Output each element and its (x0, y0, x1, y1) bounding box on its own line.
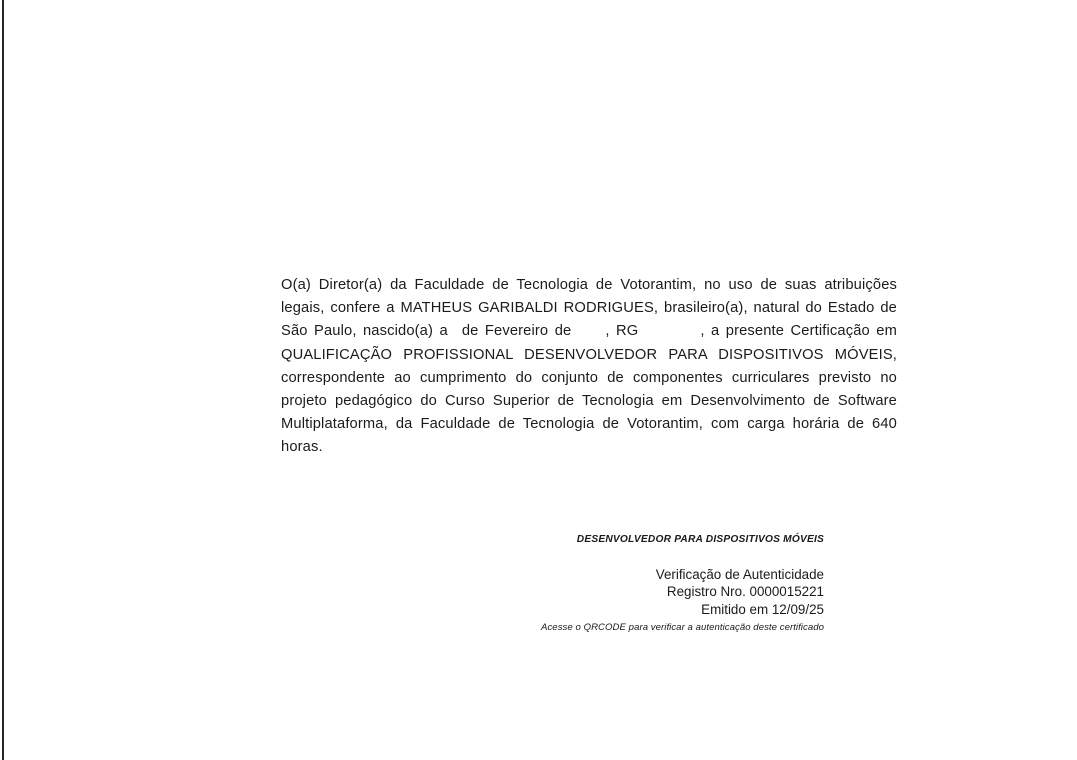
verification-heading: Verificação de Autenticidade (655, 567, 824, 582)
redacted-birth-day (448, 321, 462, 336)
certificate-paragraph (281, 274, 897, 483)
qrcode-instruction-note: Acesse o QRCODE para verificar a autenticação deste certificado (541, 622, 824, 634)
redacted-birth-year (571, 321, 605, 336)
certificate-body-text (281, 274, 897, 483)
verification-footer (420, 533, 824, 634)
certificate-text-segment-4: , a presente Certificação em QUALIFICAÇÃO PROFISSIONAL DESENVOLVEDOR PARA DISPOSITIVOS MÓVEIS, correspondente ao cumprimento do conjunto de componentes curriculares previsto no projeto pedagógico do Curso Superior de Tecnologia em Desenvolvimento de Software Multiplataforma, da Faculdade de Tecnologia de Votorantim, com carga horária de 640 horas. (281, 323, 897, 456)
redacted-rg-number (638, 321, 700, 336)
certificate-text-segment-2: de Fevereiro de (461, 323, 572, 340)
page-left-border-rule (2, 0, 4, 760)
issue-date-line: Emitido em 12/09/25 (701, 601, 824, 617)
certificate-text-segment-1: O(a) Diretor(a) da Faculdade de Tecnologia de Votorantim, no uso de suas atribuições legais, confere a MATHEUS GARIBALDI RODRIGUES, brasileiro(a), natural do Estado de São Paulo, nascido(a) a (281, 277, 897, 340)
course-title-label: DESENVOLVEDOR PARA DISPOSITIVOS MÓVEIS (576, 534, 824, 545)
certificate-text-segment-3: , RG (605, 323, 639, 340)
verification-details (420, 566, 824, 634)
registry-number-line: Registro Nro. 0000015221 (666, 584, 824, 600)
